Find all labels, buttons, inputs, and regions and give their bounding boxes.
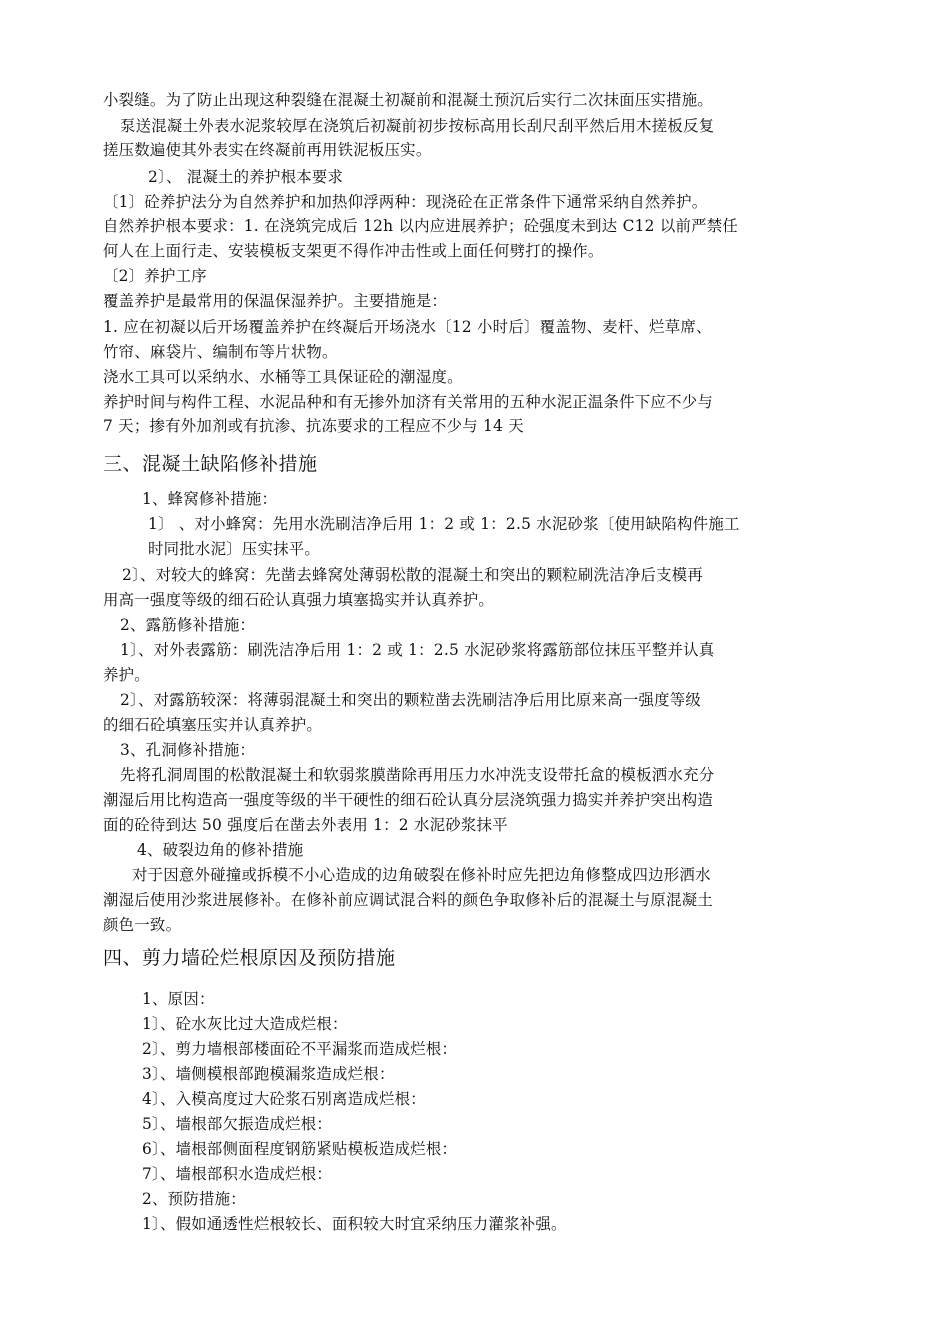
text-line: 的细石砼填塞压实并认真养护。 [103, 716, 322, 734]
text-line: 养护。 [103, 666, 150, 684]
subsection-title: 4、破裂边角的修补措施 [137, 841, 304, 859]
text-line: 〔1〕砼养护法分为自然养护和加热仰浮两种：现浇砼在正常条件下通常采纳自然养护。 [103, 193, 708, 211]
text-line: 面的砼待到达 50 强度后在凿去外表用 1：2 水泥砂浆抹平 [103, 816, 508, 834]
list-item: 2〕、剪力墙根部楼面砼不平漏浆而造成烂根： [142, 1040, 458, 1058]
list-item: 4〕、入模高度过大砼浆石别离造成烂根： [142, 1090, 426, 1108]
list-item: 5〕、墙根部欠振造成烂根： [142, 1115, 333, 1133]
text-line: 覆盖养护是最常用的保温保湿养护。主要措施是： [103, 292, 448, 310]
text-line: 何人在上面行走、安装模板支架更不得作冲击性或上面任何劈打的操作。 [103, 242, 604, 260]
section-heading: 四、剪力墙砼烂根原因及预防措施 [103, 947, 396, 969]
text-line: 2〕、对较大的蜂窝：先凿去蜂窝处薄弱松散的混凝土和突出的颗粒刷洗洁净后支模再 [122, 566, 704, 584]
text-line: 1〕、对外表露筋：刷洗洁净后用 1：2 或 1：2.5 水泥砂浆将露筋部位抹压平整并认真 [120, 641, 715, 659]
text-line: 时同批水泥〕压实抹平。 [148, 540, 321, 558]
list-item: 3〕、墙侧模根部跑模漏浆造成烂根： [142, 1065, 395, 1083]
list-item: 7〕、墙根部积水造成烂根： [142, 1165, 333, 1183]
section-heading: 三、混凝土缺陷修补措施 [103, 453, 318, 475]
text-line: 用高一强度等级的细石砼认真强力填塞捣实并认真养护。 [103, 591, 495, 609]
text-line: 7 天；掺有外加剂或有抗渗、抗冻要求的工程应不少与 14 天 [103, 417, 524, 435]
text-line: 小裂缝。为了防止出现这种裂缝在混凝土初凝前和混凝土预沉后实行二次抹面压实措施。 [103, 91, 713, 109]
text-line: 对于因意外碰撞或拆模不小心造成的边角破裂在修补时应先把边角修整成四边形洒水 [132, 866, 711, 884]
subsection-title: 3、孔洞修补措施： [120, 741, 256, 759]
list-item: 1〕、假如通透性烂根较长、面积较大时宜采纳压力灌浆补强。 [142, 1215, 567, 1233]
text-line: 搓压数遍使其外表实在终凝前再用铁泥板压实。 [103, 141, 432, 159]
text-line: 养护时间与构件工程、水泥品种和有无掺外加济有关常用的五种水泥正温条件下应不少与 [103, 393, 713, 411]
text-line: 颜色一致。 [103, 916, 182, 934]
text-line: 1. 应在初凝以后开场覆盖养护在终凝后开场浇水〔12 小时后〕覆盖物、麦杆、烂草席、 [103, 318, 712, 336]
text-line: 浇水工具可以采纳水、水桶等工具保证砼的潮湿度。 [103, 368, 463, 386]
list-item: 1〕、砼水灰比过大造成烂根： [142, 1015, 348, 1033]
text-line: 〔2〕养护工序 [103, 267, 207, 285]
text-line: 2〕、 混凝土的养护根本要求 [148, 168, 344, 186]
text-line: 潮湿后使用沙浆进展修补。在修补前应调试混合料的颜色争取修补后的混凝土与原混凝土 [103, 891, 713, 909]
text-line: 竹帘、麻袋片、编制布等片状物。 [103, 343, 338, 361]
subsection-title: 2、露筋修补措施： [120, 616, 256, 634]
text-line: 自然养护根本要求：1. 在浇筑完成后 12h 以内应进展养护；砼强度未到达 C12 以前严禁任 [103, 217, 739, 235]
subsection-title: 1、蜂窝修补措施： [142, 490, 278, 508]
subsection-title: 1、原因： [142, 990, 215, 1008]
text-line: 先将孔洞周围的松散混凝土和软弱浆膜凿除再用压力水冲洗支设带托盒的模板洒水充分 [120, 766, 715, 784]
list-item: 6〕、墙根部侧面程度钢筋紧贴模板造成烂根： [142, 1140, 458, 1158]
text-line: 2〕、对露筋较深：将薄弱混凝土和突出的颗粒凿去洗刷洁净后用比原来高一强度等级 [120, 691, 702, 709]
text-line: 泵送混凝土外表水泥浆较厚在浇筑后初凝前初步按标高用长刮尺刮平然后用木搓板反复 [120, 117, 715, 135]
subsection-title: 2、预防措施： [142, 1190, 246, 1208]
text-line: 1〕 、对小蜂窝：先用水洗刷洁净后用 1：2 或 1：2.5 水泥砂浆〔使用缺陷构件施工 [148, 515, 740, 533]
text-line: 潮湿后用比构造高一强度等级的半干硬性的细石砼认真分层浇筑强力捣实并养护突出构造 [103, 791, 713, 809]
